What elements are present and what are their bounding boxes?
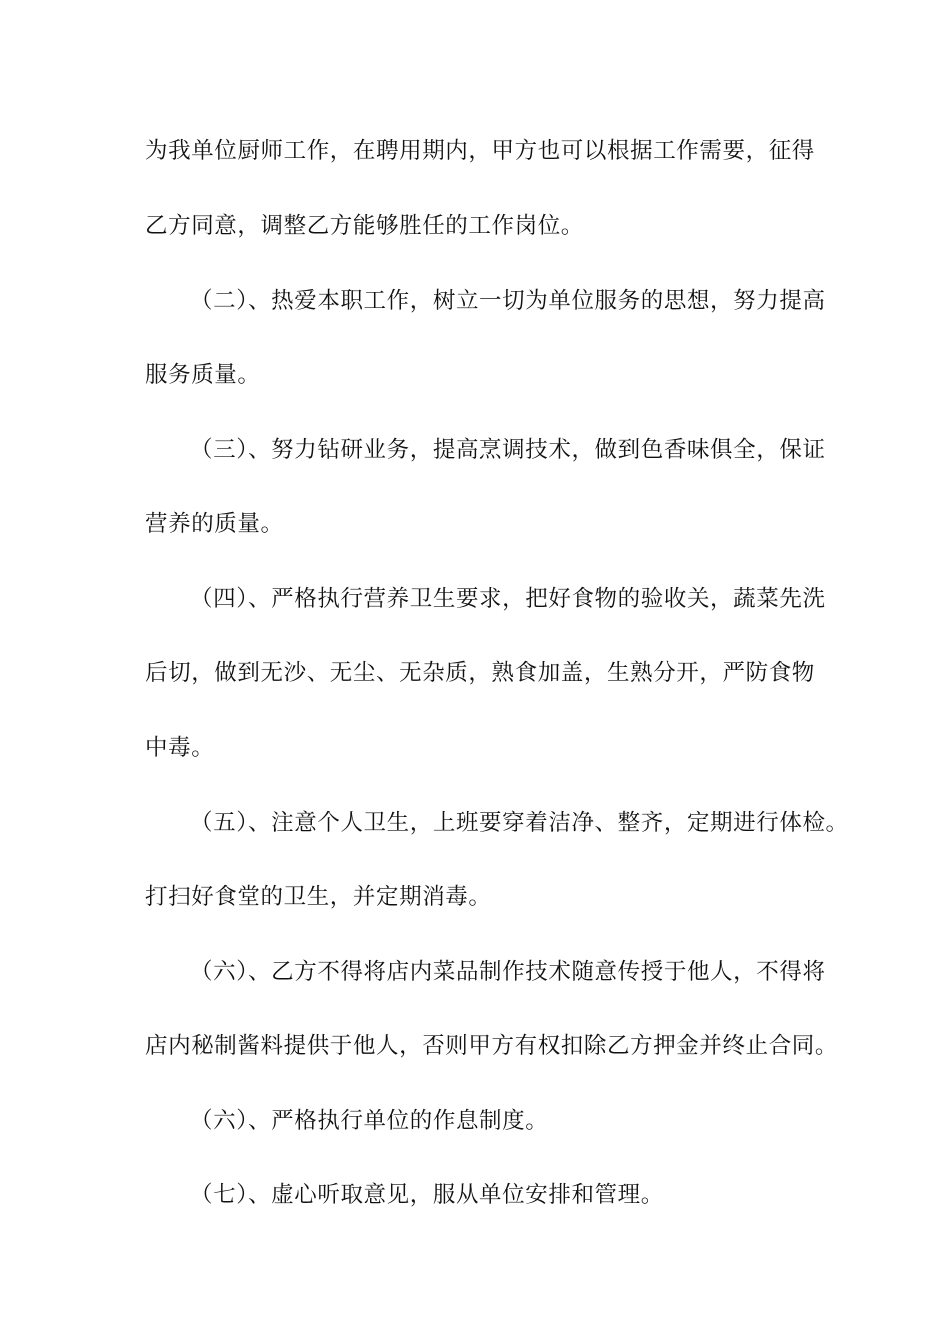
text-line: 店内秘制酱料提供于他人，否则甲方有权扣除乙方押金并终止合同。 (145, 1033, 839, 1059)
text-line: 后切，做到无沙、无尘、无杂质，熟食加盖，生熟分开，严防食物 (145, 660, 815, 686)
clause-3-line: （三）、努力钻研业务，提高烹调技术，做到色香味俱全，保证 (190, 437, 826, 463)
text-line: 为我单位厨师工作，在聘用期内，甲方也可以根据工作需要，征得 (145, 138, 815, 164)
text-line: 营养的质量。 (145, 511, 284, 537)
clause-6b-line: （六）、严格执行单位的作息制度。 (190, 1108, 549, 1134)
text-line: 乙方同意，调整乙方能够胜任的工作岗位。 (145, 213, 584, 239)
text-line: 服务质量。 (145, 362, 261, 388)
clause-2-line: （二）、热爱本职工作，树立一切为单位服务的思想，努力提高 (190, 288, 826, 314)
text-line: 打扫好食堂的卫生，并定期消毒。 (145, 884, 492, 910)
clause-4-line: （四）、严格执行营养卫生要求，把好食物的验收关，蔬菜先洗 (190, 586, 826, 612)
text-line: 中毒。 (145, 735, 215, 761)
clause-7-line: （七）、虚心听取意见，服从单位安排和管理。 (190, 1182, 664, 1208)
clause-5-line: （五）、注意个人卫生，上班要穿着洁净、整齐，定期进行体检。 (190, 810, 849, 836)
clause-6-line: （六）、乙方不得将店内菜品制作技术随意传授于他人，不得将 (190, 959, 826, 985)
